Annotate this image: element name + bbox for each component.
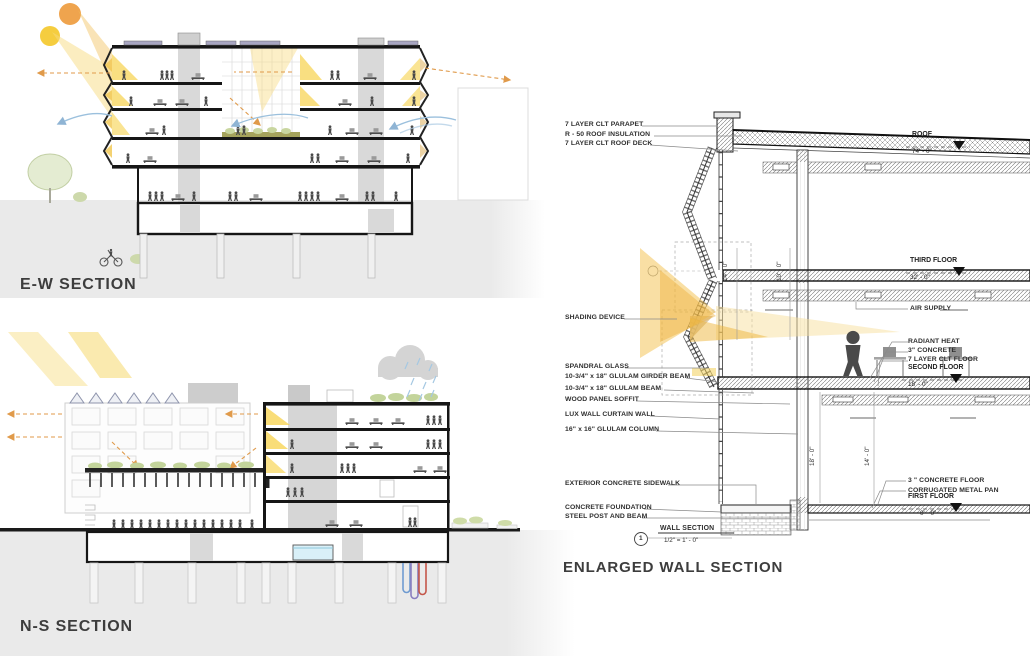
wall-section-title: ENLARGED WALL SECTION: [563, 559, 784, 576]
ew-section-title: E-W SECTION: [20, 276, 137, 293]
dim-14ft-lower: 14' - 0": [864, 446, 871, 466]
basement: [87, 532, 448, 562]
roof-garden: [370, 393, 438, 402]
label-steel-post: STEEL POST AND BEAM: [565, 513, 648, 520]
note-concrete: 3" CONCRETE: [908, 347, 957, 354]
rooftop-solar: [70, 393, 179, 403]
level-first: FIRST FLOOR: [908, 493, 954, 500]
parapet: [717, 118, 733, 152]
sun-orange-icon: [59, 3, 81, 25]
label-roof-insulation: R - 50 ROOF INSULATION: [565, 131, 651, 138]
label-sidewalk: EXTERIOR CONCRETE SIDEWALK: [565, 480, 681, 487]
core-shaft: [288, 402, 337, 530]
label-girder-beam: 10-3/4" x 18" GLULAM GIRDER BEAM: [565, 373, 691, 380]
ns-section-drawing: [0, 320, 575, 656]
label-spandral-glass: SPANDRAL GLASS: [565, 363, 629, 370]
shading-device: [683, 148, 719, 387]
plaza-crowd: [112, 519, 254, 529]
callout-number: 1: [639, 535, 643, 542]
core-shaft: [358, 38, 384, 203]
level-second-elev: 18' - 0": [908, 381, 928, 388]
dim-18ft: 18' - 0": [809, 446, 816, 466]
scale-figure: [843, 331, 863, 376]
dim-14ft-upper: 14' - 0": [722, 261, 729, 281]
sun-beam: [250, 48, 298, 112]
ns-section-title: N-S SECTION: [20, 618, 134, 635]
sidewalk: [721, 505, 791, 513]
label-wood-soffit: WOOD PANEL SOFFIT: [565, 396, 639, 403]
level-roof-elev: 74' - 0": [912, 148, 932, 155]
shrub: [73, 192, 87, 202]
note-concrete-floor: 3 " CONCRETE FLOOR: [908, 477, 985, 484]
note-air-supply: AIR SUPPLY: [910, 305, 952, 312]
label-curtain-wall: LUX WALL CURTAIN WALL: [565, 411, 655, 418]
note-radiant-heat: RADIANT HEAT: [908, 338, 960, 345]
level-third-elev: 32' - 0": [910, 274, 930, 281]
label-clt-roof-deck: 7 LAYER CLT ROOF DECK: [565, 140, 653, 147]
note-metal-pan: CORRUGATED METAL PAN: [908, 487, 999, 494]
level-markers: [902, 141, 970, 512]
level-third: THIRD FLOOR: [910, 257, 958, 264]
penthouse: [188, 383, 238, 403]
level-roof: ROOF: [912, 131, 932, 138]
label-foundation: CONCRETE FOUNDATION: [565, 504, 652, 511]
label-glulam-beam: 10-3/4" x 18" GLULAM BEAM: [565, 385, 662, 392]
third-floor-slab: [723, 270, 1030, 281]
ew-section-drawing: [0, 0, 545, 310]
core-shaft: [178, 33, 200, 203]
foundation: [721, 513, 791, 535]
second-floor-slab: [718, 377, 1030, 389]
canopy-slab: [85, 468, 263, 473]
note-clt-floor: 7 LAYER CLT FLOOR: [908, 356, 979, 363]
label-clt-parapet: 7 LAYER CLT PARAPET: [565, 121, 644, 128]
roof-slab: [733, 130, 1030, 154]
label-shading-device: SHADING DEVICE: [565, 314, 625, 321]
sun-beam: [68, 332, 132, 378]
skylight: [327, 390, 353, 402]
level-first-elev: 0' - 0": [920, 510, 937, 517]
water-cistern: [293, 545, 333, 560]
glulam-column: [797, 150, 808, 530]
callout-label: WALL SECTION: [660, 525, 715, 532]
dim-10ft: 10' - 0": [776, 261, 783, 281]
label-glulam-column: 16" x 16" GLULAM COLUMN: [565, 426, 660, 433]
level-second: SECOND FLOOR: [908, 364, 964, 371]
callout-scale: 1/2" = 1' - 0": [664, 537, 699, 544]
piles: [90, 563, 446, 603]
adjacent-building: [458, 88, 528, 200]
tree-canopy: [28, 154, 72, 190]
